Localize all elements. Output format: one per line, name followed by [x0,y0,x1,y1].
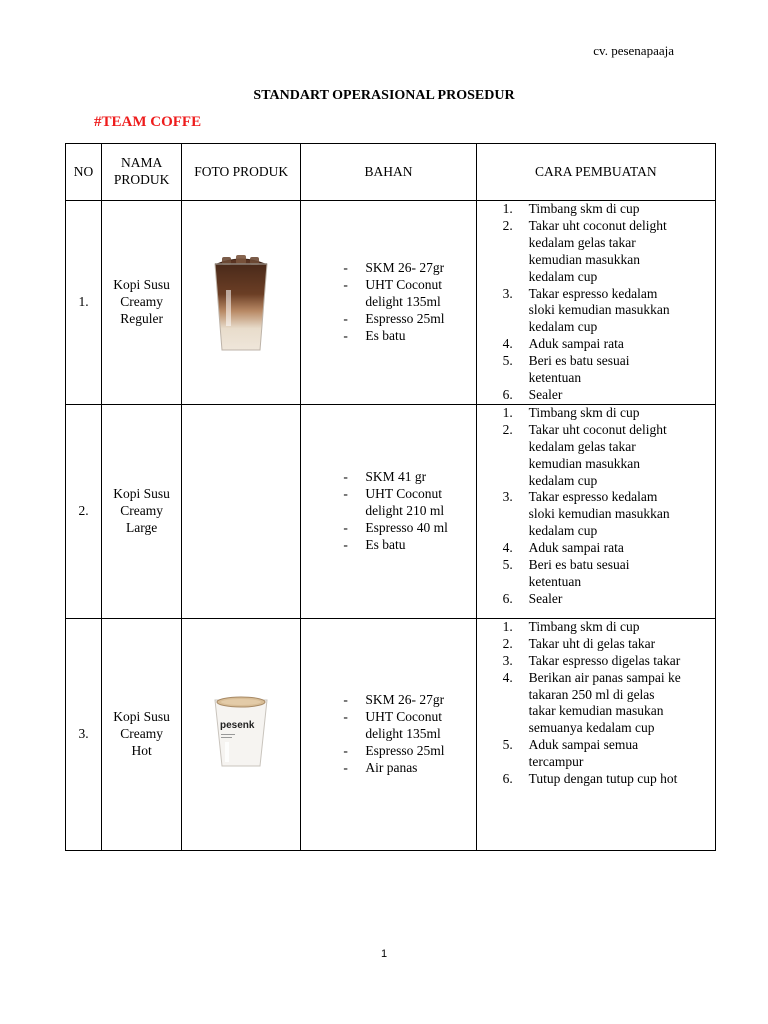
method-step: 4. Aduk sampai rata [502,540,624,556]
ingredient-item: - Air panas [343,759,418,775]
method-step: 5. Beri es batu sesuai ketentuan [502,353,630,386]
ingredients-cell [301,618,476,850]
method-step: 1. Timbang skm di cup [502,618,640,634]
product-name [102,618,182,850]
sop-table [65,143,716,851]
product-name [102,201,182,405]
company-name: cv. pesenapaaja [593,43,674,58]
table-row [66,404,716,618]
method-step: 4. Aduk sampai rata [502,336,624,352]
ingredients-cell [301,404,476,618]
method-step: 2. Takar uht di gelas takar [502,635,656,651]
method-step: 2. Takar uht coconut delight kedalam gelas takar kemudian masukkan kedalam cup [502,217,667,284]
product-name-line: Hot [131,742,152,758]
product-name [102,404,182,618]
method-list [477,619,715,788]
product-name-line: Large [125,519,158,535]
ingredient-item: - Espresso 25ml [343,742,445,758]
ingredients-list [343,260,475,345]
method-step: 5. Aduk sampai semua tercampur [502,737,639,770]
ingredient-item: - Es batu [343,327,406,343]
product-name-line: Creamy [120,725,163,741]
row-number: 1. [66,201,102,405]
document-title: STANDART OPERASIONAL PROSEDUR [253,88,515,103]
product-name-line: Kopi Susu [113,709,170,725]
product-name-line: Kopi Susu [113,486,170,502]
ingredient-item: - Espresso 40 ml [343,519,448,535]
method-step: 3. Takar espresso kedalam sloki kemudian masukkan kedalam cup [502,285,670,335]
product-name-line: Reguler [120,310,163,326]
product-name-line: Creamy [120,293,163,309]
method-step: 3. Takar espresso digelas takar [502,652,681,668]
ingredient-item: - SKM 41 gr [343,469,427,485]
ingredient-item: - UHT Coconut delight 135ml [343,709,442,741]
header-nama-line2: PRODUK [113,172,170,187]
method-step: 5. Beri es batu sesuai ketentuan [502,557,630,589]
ingredients-list [343,469,475,554]
method-cell [476,201,715,405]
page-number: 1 [380,948,388,960]
method-cell [476,404,715,618]
header-nama-line1: NAMA [120,155,163,171]
method-step: 3. Takar espresso kedalam sloki kemudian masukkan kedalam cup [502,489,670,539]
ingredients-list [343,692,475,777]
header-cara-pembuatan: CARA PEMBUATAN [476,144,715,201]
product-name-line: Kopi Susu [113,277,170,293]
ingredient-item: - UHT Coconut delight 135ml [343,277,442,309]
header-foto-produk: FOTO PRODUK [182,144,301,201]
header-no: NO [66,144,102,201]
method-step: 6. Sealer [502,386,563,402]
table-row [66,618,716,850]
method-step: 4. Berikan air panas sampai ke takaran 250 ml di gelas takar kemudian masukan semuanya kedalam cup [502,669,681,736]
ingredients-cell [301,201,476,405]
table-row [66,201,716,405]
method-step: 2. Takar uht coconut delight kedalam gelas takar kemudian masukkan kedalam cup [502,421,667,488]
method-step: 6. Sealer [502,590,563,606]
cup-brand-text: pesenk [220,719,255,731]
row-number: 2. [66,404,102,618]
ingredient-item: - SKM 26- 27gr [343,692,445,708]
product-photo-cell [182,201,301,405]
ingredient-item: - UHT Coconut delight 210 ml [343,486,445,518]
product-name-line: Creamy [120,502,163,518]
method-step: 1. Timbang skm di cup [502,201,640,216]
method-list [477,201,715,404]
ingredient-item: - Espresso 25ml [343,310,445,326]
header-nama-produk [102,144,182,201]
table-header-row [66,144,716,201]
ingredient-item: - Es batu [343,536,406,552]
header-bahan: BAHAN [301,144,476,201]
iced-coffee-cup-icon [212,246,270,354]
method-list [477,405,715,608]
hot-coffee-cup-icon [213,694,269,770]
method-step: 6. Tutup dengan tutup cup hot [502,771,678,787]
method-cell [476,618,715,850]
method-step: 1. Timbang skm di cup [502,404,640,420]
product-photo-cell [182,404,301,618]
row-number: 3. [66,618,102,850]
team-heading: #TEAM COFFE [94,114,202,130]
ingredient-item: - SKM 26- 27gr [343,260,445,276]
product-photo-cell [182,618,301,850]
